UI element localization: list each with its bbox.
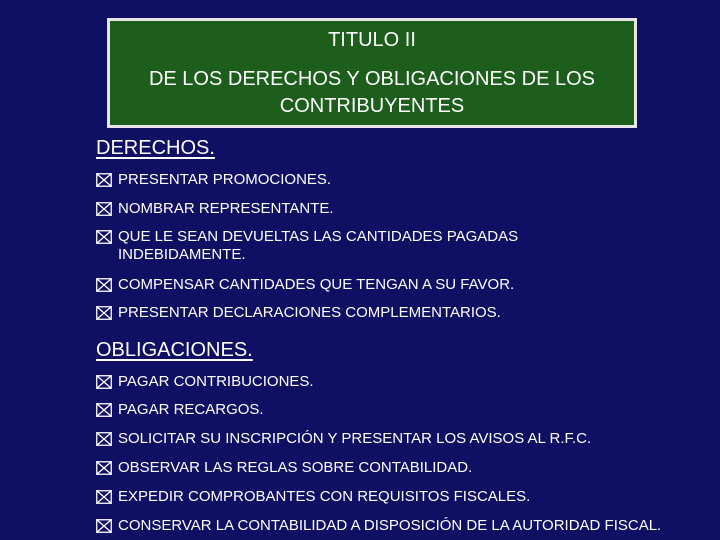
title-heading: TITULO II bbox=[328, 29, 416, 51]
list-item-obligacion-2 bbox=[96, 401, 706, 419]
envelope-x-icon bbox=[96, 230, 112, 244]
list-item-text: PAGAR RECARGOS. bbox=[118, 401, 264, 418]
envelope-x-icon bbox=[96, 375, 112, 389]
list-item-obligacion-3 bbox=[96, 430, 706, 448]
list-item-text: QUE LE SEAN DEVUELTAS LAS CANTIDADES PAGADAS INDEBIDAMENTE. bbox=[118, 228, 519, 263]
list-item-text: PRESENTAR PROMOCIONES. bbox=[118, 171, 332, 188]
envelope-x-icon bbox=[96, 278, 112, 292]
list-item-text: NOMBRAR REPRESENTANTE. bbox=[118, 200, 334, 217]
envelope-x-icon bbox=[96, 173, 112, 187]
list-item-text: CONSERVAR LA CONTABILIDAD A DISPOSICIÓN DE LA AUTORIDAD FISCAL. bbox=[118, 517, 662, 534]
obligaciones-heading: OBLIGACIONES. bbox=[96, 339, 253, 361]
list-item-obligacion-4 bbox=[96, 459, 706, 477]
list-item-derecho-4 bbox=[96, 276, 706, 294]
list-item-derecho-2 bbox=[96, 200, 706, 218]
list-item-obligacion-6 bbox=[96, 517, 706, 535]
list-item-derecho-3 bbox=[96, 228, 566, 264]
list-item-obligacion-1 bbox=[96, 373, 706, 391]
title-box bbox=[107, 18, 637, 128]
derechos-heading: DERECHOS. bbox=[96, 137, 215, 159]
envelope-x-icon bbox=[96, 306, 112, 320]
list-item-text: EXPEDIR COMPROBANTES CON REQUISITOS FISCALES. bbox=[118, 488, 531, 505]
list-item-text: SOLICITAR SU INSCRIPCIÓN Y PRESENTAR LOS AVISOS AL R.F.C. bbox=[118, 430, 592, 447]
list-item-text: PAGAR CONTRIBUCIONES. bbox=[118, 373, 314, 390]
list-item-text: COMPENSAR CANTIDADES QUE TENGAN A SU FAVOR. bbox=[118, 276, 515, 293]
envelope-x-icon bbox=[96, 461, 112, 475]
list-item-derecho-1 bbox=[96, 171, 706, 189]
envelope-x-icon bbox=[96, 490, 112, 504]
envelope-x-icon bbox=[96, 519, 112, 533]
list-item-text: OBSERVAR LAS REGLAS SOBRE CONTABILIDAD. bbox=[118, 459, 473, 476]
envelope-x-icon bbox=[96, 202, 112, 216]
list-item-derecho-5 bbox=[96, 304, 706, 322]
list-item-text: PRESENTAR DECLARACIONES COMPLEMENTARIOS. bbox=[118, 304, 501, 321]
title-subheading: DE LOS DERECHOS Y OBLIGACIONES DE LOS CONTRIBUYENTES bbox=[148, 68, 596, 117]
envelope-x-icon bbox=[96, 403, 112, 417]
envelope-x-icon bbox=[96, 432, 112, 446]
list-item-obligacion-5 bbox=[96, 488, 706, 506]
